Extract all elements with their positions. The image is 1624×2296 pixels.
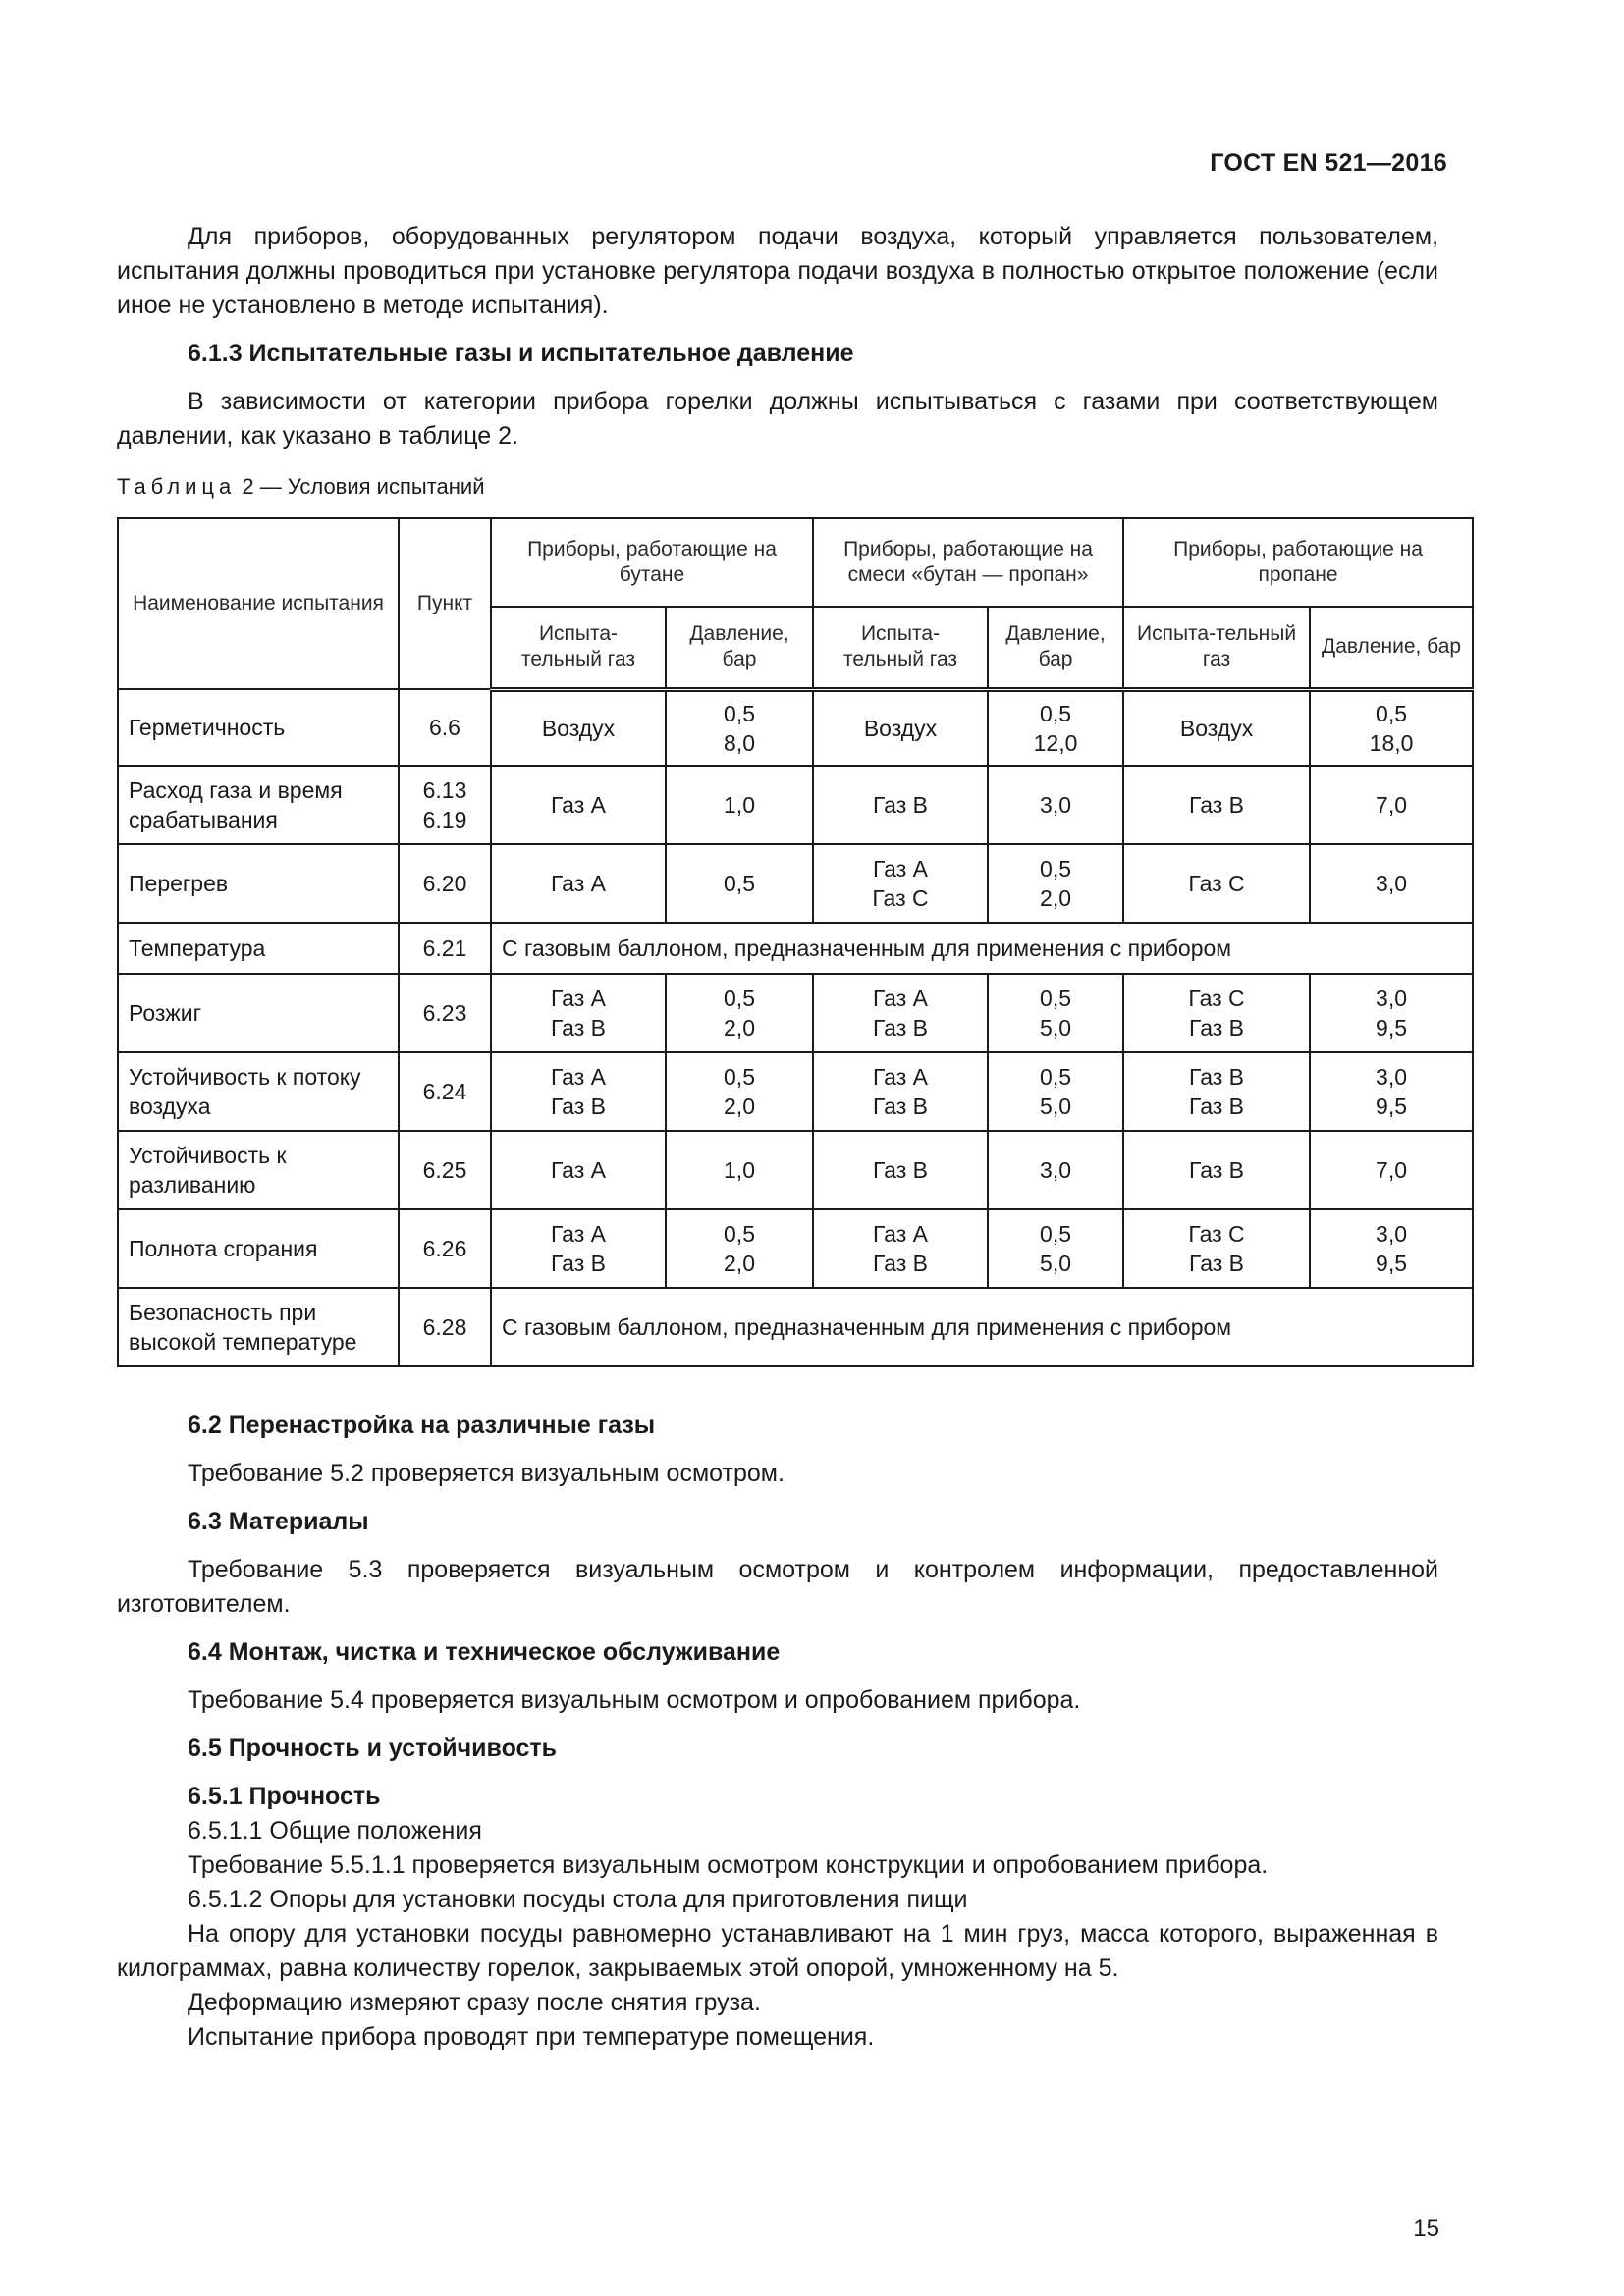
cell-butane-gas bbox=[491, 689, 666, 766]
cell-test-name: Розжиг bbox=[118, 974, 399, 1052]
cell-propane-gas-value: Газ С bbox=[1188, 1221, 1245, 1247]
cell-propane-gas bbox=[1123, 1131, 1310, 1209]
cell-butane-pressure bbox=[666, 766, 813, 844]
cell-butane-pressure-value: 2,0 bbox=[724, 1094, 755, 1119]
cell-butane-gas-value: Газ А bbox=[551, 1064, 606, 1090]
clause-6-5-1-2-title: 6.5.1.2 Опоры для установки посуды стола для приготовления пищи bbox=[188, 1886, 968, 1913]
cell-butane-pressure bbox=[666, 1209, 813, 1288]
cell-propane-gas-value: Газ В bbox=[1189, 792, 1245, 818]
cell-propane-gas-value: Газ В bbox=[1189, 1094, 1245, 1119]
cell-propane-gas bbox=[1123, 974, 1310, 1052]
cell-butane-pressure-value: 8,0 bbox=[724, 729, 755, 756]
cell-point-value: 6.19 bbox=[422, 807, 467, 832]
cell-butane-gas bbox=[491, 1209, 666, 1288]
cell-conditions-note: С газовым баллоном, предназначенным для применения с прибором bbox=[491, 1288, 1473, 1366]
cell-mix-pressure-value: 0,5 bbox=[1040, 700, 1072, 726]
table-row bbox=[118, 766, 1473, 844]
cell-mix-pressure-value: 0,5 bbox=[1040, 856, 1072, 881]
cell-propane-pressure bbox=[1310, 1131, 1473, 1209]
header-pressure: Давление, бар bbox=[988, 607, 1123, 689]
cell-propane-pressure bbox=[1310, 689, 1473, 766]
table-row bbox=[118, 1052, 1473, 1131]
table-row bbox=[118, 1209, 1473, 1288]
table-body bbox=[118, 689, 1473, 1366]
cell-butane-pressure bbox=[666, 1052, 813, 1131]
cell-mix-gas-value: Газ В bbox=[873, 1251, 928, 1276]
cell-propane-pressure bbox=[1310, 766, 1473, 844]
cell-test-name: Полнота сгорания bbox=[118, 1209, 399, 1288]
cell-propane-pressure bbox=[1310, 1052, 1473, 1131]
header-butane-group: Приборы, работающие на бутане bbox=[491, 518, 813, 607]
cell-butane-gas-value: Газ В bbox=[551, 1094, 606, 1119]
cell-propane-gas bbox=[1123, 689, 1310, 766]
cell-mix-pressure-value: 12,0 bbox=[1033, 729, 1078, 756]
page-number: 15 bbox=[1413, 2216, 1439, 2242]
clause-6-5-1-2-temperature: Испытание прибора проводят при температуре помещения. bbox=[188, 2023, 875, 2051]
table-row bbox=[118, 974, 1473, 1052]
cell-point-value: 6.21 bbox=[422, 935, 467, 961]
section-6-5-1-heading: 6.5.1 Прочность bbox=[188, 1783, 381, 1810]
cell-propane-pressure-value: 0,5 bbox=[1376, 700, 1408, 726]
cell-propane-pressure bbox=[1310, 1209, 1473, 1288]
cell-mix-pressure-value: 3,0 bbox=[1040, 792, 1072, 818]
header-test-gas: Испыта-тельный газ bbox=[813, 607, 988, 689]
cell-point bbox=[399, 844, 491, 923]
cell-point bbox=[399, 1052, 491, 1131]
cell-propane-pressure-value: 9,5 bbox=[1376, 1094, 1408, 1119]
cell-mix-pressure bbox=[988, 1131, 1123, 1209]
cell-point bbox=[399, 974, 491, 1052]
cell-butane-pressure-value: 0,5 bbox=[724, 986, 755, 1011]
cell-mix-gas bbox=[813, 1209, 988, 1288]
cell-butane-pressure-value: 2,0 bbox=[724, 1251, 755, 1276]
cell-mix-pressure-value: 0,5 bbox=[1040, 1221, 1072, 1247]
table-caption-label: Таблица bbox=[117, 474, 237, 499]
header-test-gas: Испыта-тельный газ bbox=[491, 607, 666, 689]
cell-mix-pressure bbox=[988, 689, 1123, 766]
cell-point bbox=[399, 689, 491, 766]
cell-mix-pressure-value: 0,5 bbox=[1040, 986, 1072, 1011]
table-row bbox=[118, 689, 1473, 766]
cell-test-name: Температура bbox=[118, 923, 399, 974]
cell-mix-gas-value: Газ С bbox=[872, 885, 929, 911]
cell-point-value: 6.6 bbox=[429, 715, 460, 740]
cell-propane-pressure-value: 3,0 bbox=[1376, 986, 1408, 1011]
cell-propane-gas-value: Газ В bbox=[1189, 1157, 1245, 1183]
cell-mix-pressure bbox=[988, 1209, 1123, 1288]
cell-butane-gas-value: Воздух bbox=[541, 715, 616, 741]
body-text bbox=[117, 220, 1462, 2055]
header-test-name: Наименование испытания bbox=[118, 518, 399, 689]
cell-butane-pressure bbox=[666, 689, 813, 766]
cell-propane-gas bbox=[1123, 1209, 1310, 1288]
test-conditions-table bbox=[117, 517, 1474, 1367]
cell-mix-gas bbox=[813, 974, 988, 1052]
clause-6-5-1-2-text: На опору для установки посуды равномерно устанавливают на 1 мин груз, масса которого, выраженная в килограммах, равна количеству горелок, закрываемых этой опорой, умноженному на 5. bbox=[117, 1920, 1438, 1982]
section-6-3-heading: 6.3 Материалы bbox=[188, 1508, 369, 1535]
cell-butane-pressure bbox=[666, 974, 813, 1052]
cell-mix-pressure-value: 5,0 bbox=[1040, 1251, 1072, 1276]
cell-propane-gas bbox=[1123, 1052, 1310, 1131]
cell-test-name: Устойчивость к разливанию bbox=[118, 1131, 399, 1209]
cell-mix-gas-value: Газ А bbox=[873, 1221, 928, 1247]
cell-butane-pressure-value: 1,0 bbox=[724, 792, 755, 818]
cell-butane-gas bbox=[491, 974, 666, 1052]
cell-test-name: Безопасность при высокой температуре bbox=[118, 1288, 399, 1366]
cell-butane-gas bbox=[491, 1131, 666, 1209]
cell-mix-gas-value: Газ В bbox=[873, 792, 928, 818]
cell-point bbox=[399, 1209, 491, 1288]
header-pressure: Давление, бар bbox=[666, 607, 813, 689]
cell-test-name: Устойчивость к потоку воздуха bbox=[118, 1052, 399, 1131]
table-row bbox=[118, 1288, 1473, 1366]
cell-butane-pressure-value: 0,5 bbox=[724, 1221, 755, 1247]
cell-mix-pressure-value: 5,0 bbox=[1040, 1015, 1072, 1041]
cell-point-value: 6.23 bbox=[422, 1000, 467, 1026]
cell-propane-pressure bbox=[1310, 844, 1473, 923]
section-6-2-heading: 6.2 Перенастройка на различные газы bbox=[188, 1412, 656, 1439]
cell-propane-gas-value: Газ В bbox=[1189, 1064, 1245, 1090]
cell-butane-pressure bbox=[666, 1131, 813, 1209]
section-6-4-heading: 6.4 Монтаж, чистка и техническое обслуживание bbox=[188, 1638, 781, 1666]
cell-propane-pressure-value: 18,0 bbox=[1369, 729, 1414, 756]
cell-point bbox=[399, 923, 491, 974]
cell-mix-gas-value: Газ В bbox=[873, 1157, 928, 1183]
cell-mix-gas bbox=[813, 844, 988, 923]
cell-butane-gas-value: Газ А bbox=[551, 871, 606, 896]
section-6-5-heading: 6.5 Прочность и устойчивость bbox=[188, 1735, 558, 1762]
cell-mix-gas bbox=[813, 1052, 988, 1131]
cell-butane-gas-value: Газ А bbox=[551, 986, 606, 1011]
table-row bbox=[118, 844, 1473, 923]
cell-propane-gas-value: Газ В bbox=[1189, 1015, 1245, 1041]
cell-mix-gas-value: Газ А bbox=[873, 856, 928, 881]
section-6-2-text: Требование 5.2 проверяется визуальным осмотром. bbox=[188, 1460, 785, 1487]
cell-test-name: Герметичность bbox=[118, 689, 399, 766]
cell-propane-pressure-value: 7,0 bbox=[1376, 1157, 1408, 1183]
cell-propane-pressure-value: 3,0 bbox=[1376, 1064, 1408, 1090]
cell-point bbox=[399, 1288, 491, 1366]
standard-code: ГОСТ EN 521—2016 bbox=[1210, 149, 1447, 177]
cell-mix-gas-value: Газ В bbox=[873, 1094, 928, 1119]
cell-propane-pressure-value: 3,0 bbox=[1376, 871, 1408, 896]
cell-point-value: 6.20 bbox=[422, 871, 467, 896]
cell-point-value: 6.28 bbox=[422, 1314, 467, 1340]
cell-conditions-note: С газовым баллоном, предназначенным для применения с прибором bbox=[491, 923, 1473, 974]
cell-mix-gas-value: Газ А bbox=[873, 986, 928, 1011]
header-pressure: Давление, бар bbox=[1310, 607, 1473, 689]
cell-butane-gas-value: Газ А bbox=[551, 792, 606, 818]
cell-butane-gas-value: Газ В bbox=[551, 1015, 606, 1041]
cell-point bbox=[399, 1131, 491, 1209]
cell-butane-pressure-value: 0,5 bbox=[724, 871, 755, 896]
cell-butane-gas bbox=[491, 766, 666, 844]
cell-butane-gas-value: Газ А bbox=[551, 1157, 606, 1183]
cell-mix-pressure bbox=[988, 1052, 1123, 1131]
cell-mix-gas-value: Газ В bbox=[873, 1015, 928, 1041]
clause-6-5-1-2-deformation: Деформацию измеряют сразу после снятия груза. bbox=[188, 1989, 761, 2016]
cell-butane-gas bbox=[491, 844, 666, 923]
cell-butane-pressure bbox=[666, 844, 813, 923]
table-row bbox=[118, 923, 1473, 974]
cell-butane-pressure-value: 1,0 bbox=[724, 1157, 755, 1183]
cell-propane-pressure-value: 9,5 bbox=[1376, 1015, 1408, 1041]
cell-propane-gas-value: Воздух bbox=[1179, 715, 1254, 741]
header-test-gas: Испыта-тельный газ bbox=[1123, 607, 1310, 689]
cell-mix-pressure-value: 5,0 bbox=[1040, 1094, 1072, 1119]
cell-mix-pressure-value: 3,0 bbox=[1040, 1157, 1072, 1183]
cell-mix-gas-value: Воздух bbox=[863, 715, 938, 741]
cell-point bbox=[399, 766, 491, 844]
cell-mix-gas bbox=[813, 689, 988, 766]
cell-propane-gas-value: Газ С bbox=[1188, 871, 1245, 896]
cell-point-value: 6.25 bbox=[422, 1157, 467, 1183]
cell-butane-gas-value: Газ А bbox=[551, 1221, 606, 1247]
cell-propane-gas bbox=[1123, 844, 1310, 923]
cell-butane-pressure-value: 0,5 bbox=[724, 1064, 755, 1090]
header-mix-group: Приборы, работающие на смеси «бутан — пропан» bbox=[813, 518, 1123, 607]
section-6-1-3-text: В зависимости от категории прибора горелки должны испытываться с газами при соответствующем давлении, как указано в таблице 2. bbox=[117, 388, 1438, 450]
cell-butane-gas-value: Газ В bbox=[551, 1251, 606, 1276]
header-point: Пункт bbox=[399, 518, 491, 689]
cell-mix-gas-value: Газ А bbox=[873, 1064, 928, 1090]
clause-6-5-1-1-title: 6.5.1.1 Общие положения bbox=[188, 1817, 482, 1844]
cell-propane-gas-value: Газ В bbox=[1189, 1251, 1245, 1276]
cell-propane-gas bbox=[1123, 766, 1310, 844]
cell-mix-pressure bbox=[988, 766, 1123, 844]
clause-6-5-1-1-text: Требование 5.5.1.1 проверяется визуальным осмотром конструкции и опробованием прибора. bbox=[188, 1851, 1269, 1879]
cell-mix-pressure bbox=[988, 844, 1123, 923]
cell-mix-gas bbox=[813, 1131, 988, 1209]
cell-point-value: 6.26 bbox=[422, 1236, 467, 1261]
cell-propane-pressure-value: 7,0 bbox=[1376, 792, 1408, 818]
section-6-1-3-heading: 6.1.3 Испытательные газы и испытательное давление bbox=[188, 340, 854, 367]
cell-mix-pressure-value: 0,5 bbox=[1040, 1064, 1072, 1090]
section-6-5-1-body bbox=[117, 1814, 1438, 2055]
table-caption-title: 2 — Условия испытаний bbox=[242, 474, 485, 499]
cell-mix-pressure bbox=[988, 974, 1123, 1052]
cell-propane-pressure bbox=[1310, 974, 1473, 1052]
header-propane-group: Приборы, работающие на пропане bbox=[1123, 518, 1473, 607]
table-caption bbox=[117, 469, 1438, 504]
cell-mix-pressure-value: 2,0 bbox=[1040, 885, 1072, 911]
cell-point-value: 6.24 bbox=[422, 1079, 467, 1104]
section-6-4-text: Требование 5.4 проверяется визуальным осмотром и опробованием прибора. bbox=[188, 1686, 1081, 1714]
cell-propane-pressure-value: 3,0 bbox=[1376, 1221, 1408, 1247]
cell-point-value: 6.13 bbox=[422, 777, 467, 803]
cell-butane-gas bbox=[491, 1052, 666, 1131]
table-row bbox=[118, 1131, 1473, 1209]
section-6-3-text: Требование 5.3 проверяется визуальным осмотром и контролем информации, предоставленной изготовителем. bbox=[117, 1556, 1438, 1618]
cell-propane-pressure-value: 9,5 bbox=[1376, 1251, 1408, 1276]
cell-test-name: Перегрев bbox=[118, 844, 399, 923]
cell-propane-gas-value: Газ С bbox=[1188, 986, 1245, 1011]
cell-mix-gas bbox=[813, 766, 988, 844]
intro-paragraph: Для приборов, оборудованных регулятором подачи воздуха, который управляется пользователем, испытания должны проводиться при установке регулятора подачи воздуха в полностью открытое положение (если иное не установлено в методе испытания). bbox=[117, 223, 1438, 319]
cell-butane-pressure-value: 0,5 bbox=[724, 700, 755, 726]
cell-test-name: Расход газа и время срабатывания bbox=[118, 766, 399, 844]
cell-butane-pressure-value: 2,0 bbox=[724, 1015, 755, 1041]
